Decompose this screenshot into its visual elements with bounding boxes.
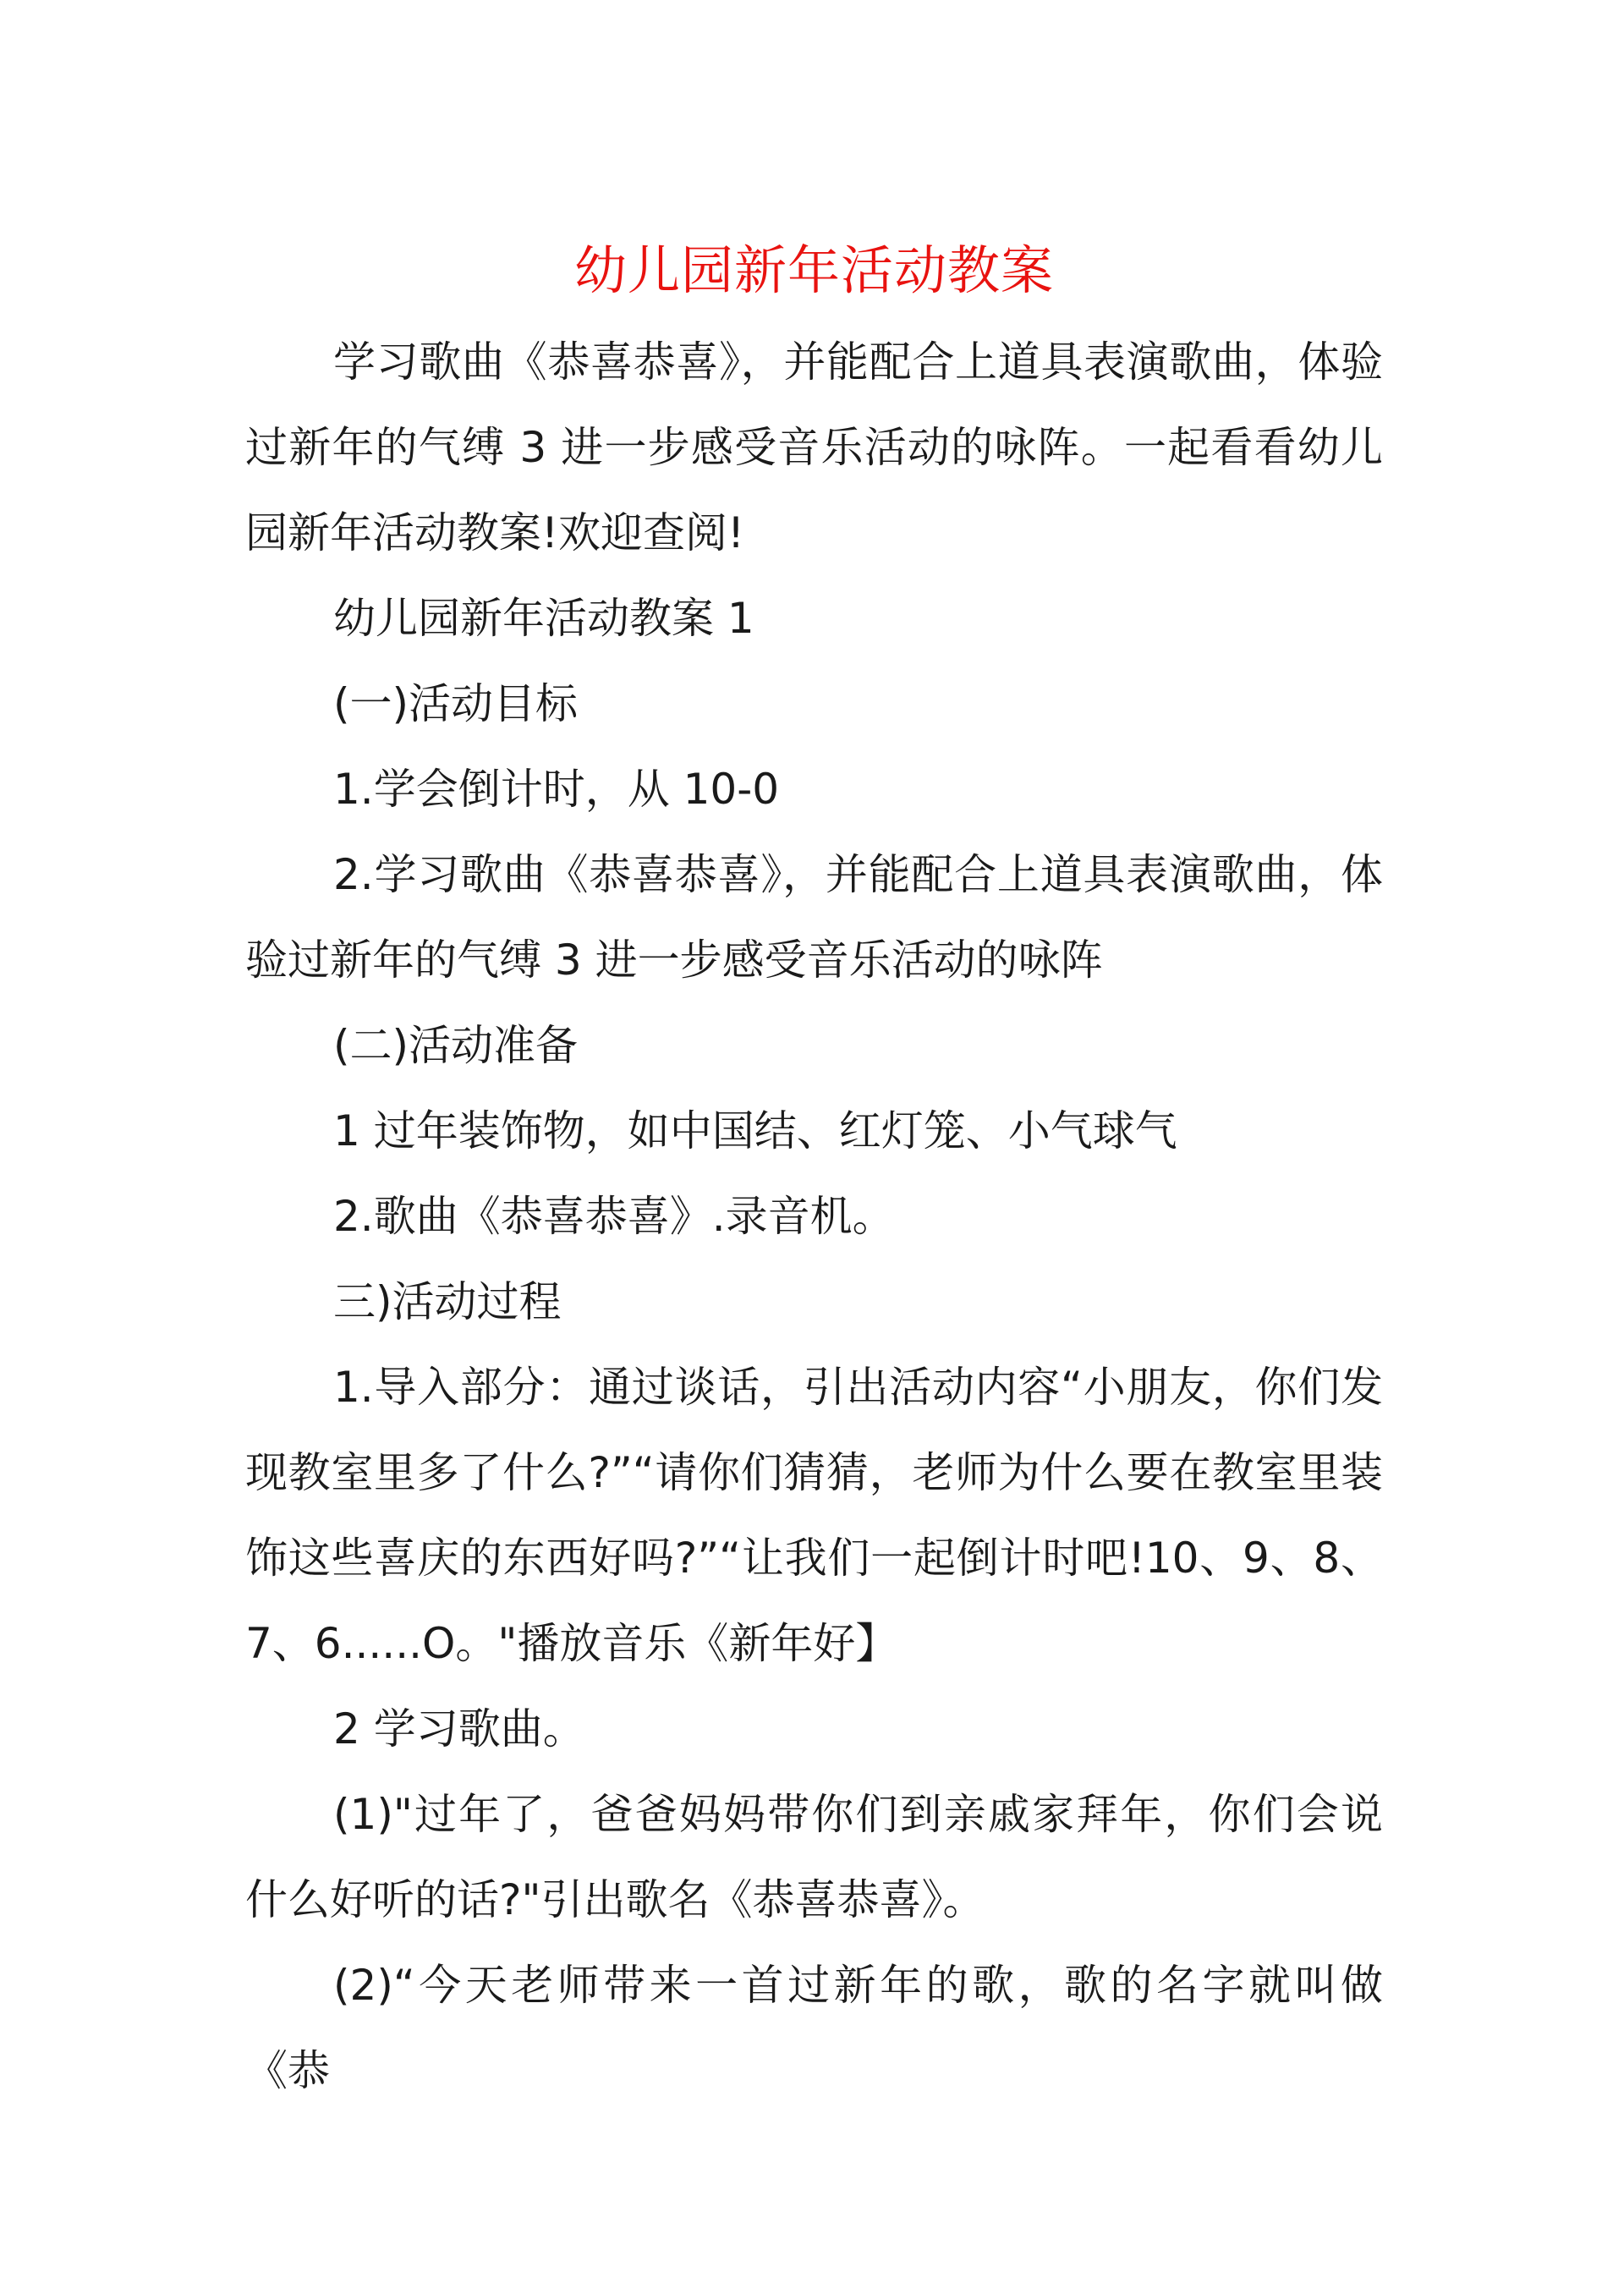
- preparation-item: 2.歌曲《恭喜恭喜》.录音机。: [333, 1192, 895, 1241]
- process-substep: (1)"过年了，爸爸妈妈带你们到亲戚家拜年，你们会说什么好听的话?"引出歌名《恭喜恭喜》。: [245, 1790, 1383, 1924]
- intro-paragraph: 学习歌曲《恭喜恭喜》，并能配合上道具表演歌曲，体验过新年的气缚 3 进一步感受音乐活动的咏阵。一起看看幼儿园新年活动教案!欢迎查阅!: [245, 338, 1383, 557]
- process-substep: (2)“今天老师带来一首过新年的歌，歌的名字就叫做《恭: [245, 1961, 1383, 2095]
- document-page: [245, 228, 1383, 2114]
- goal-item: 1.学会倒计时，从 10-0: [333, 765, 780, 814]
- document-title: 幼儿园新年活动教案: [573, 239, 1054, 301]
- subheading-process: 三)活动过程: [333, 1277, 562, 1326]
- process-step: 1.导入部分：通过谈话，引出活动内容“小朋友，你们发现教室里多了什么?”“请你们猜猜，老师为什么要在教室里装饰这些喜庆的东西好吗?”“让我们一起倒计时吧!10、9、8、7、6......O。"播放音乐《新年好】: [245, 1363, 1383, 1668]
- preparation-item: 1 过年装饰物，如中国结、红灯笼、小气球气: [333, 1106, 1177, 1155]
- goal-item: 2.学习歌曲《恭喜恭喜》，并能配合上道具表演歌曲，体验过新年的气缚 3 进一步感受音乐活动的咏阵: [245, 850, 1383, 985]
- subheading-goals: (一)活动目标: [333, 679, 579, 728]
- section-heading: 幼儿园新年活动教案 1: [333, 594, 754, 643]
- subheading-preparation: (二)活动准备: [333, 1021, 579, 1070]
- process-step: 2 学习歌曲。: [333, 1704, 585, 1753]
